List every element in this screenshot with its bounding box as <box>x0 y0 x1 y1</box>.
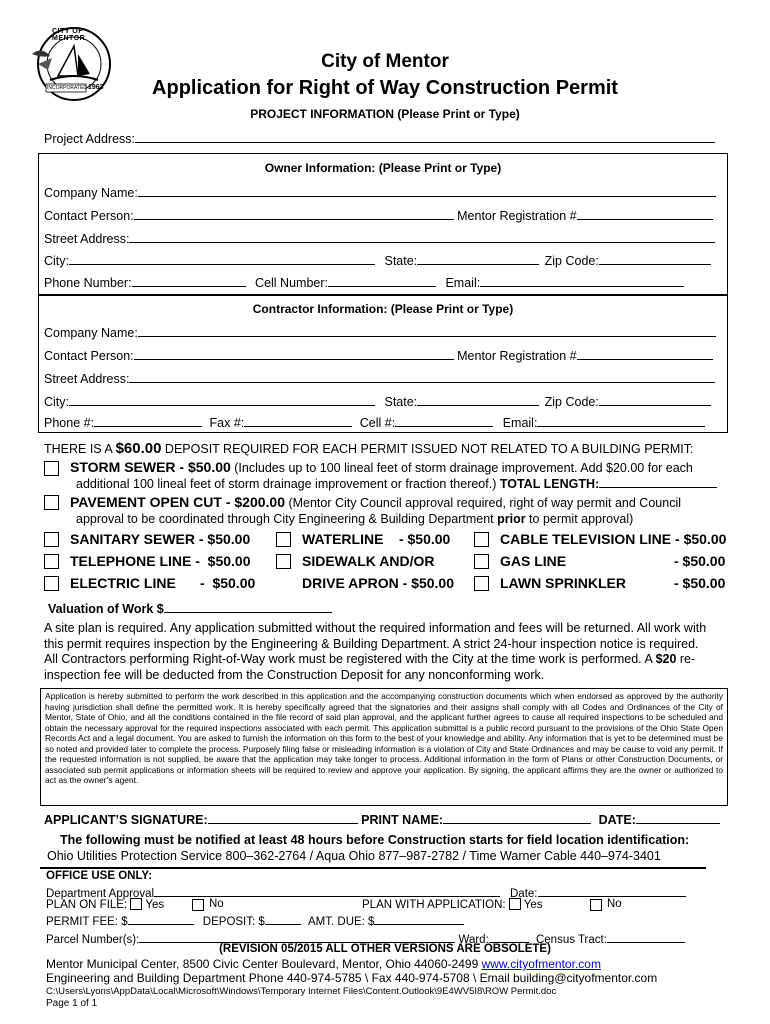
electric-line-checkbox[interactable] <box>44 576 59 591</box>
seal-bottom-text: INCORPORATED <box>47 85 87 91</box>
plan-on-file-row <box>46 898 164 911</box>
electric-line-fee: - $50.00 <box>200 575 256 591</box>
deposit-statement <box>44 440 694 457</box>
parcel-field[interactable] <box>139 930 455 943</box>
pavement-cut-desc-2b: to permit approval) <box>525 512 634 526</box>
contractor-state-label: State: <box>384 395 418 409</box>
owner-city-field[interactable] <box>69 252 375 265</box>
fees-row <box>46 912 464 928</box>
plan-with-app-yes-checkbox[interactable] <box>509 898 521 910</box>
plan-on-file-no-label: No <box>209 898 224 910</box>
deposit-post: DEPOSIT REQUIRED FOR EACH PERMIT ISSUED NOT RELATED TO A BUILDING PERMIT: <box>161 442 694 456</box>
utilities-contacts: Ohio Utilities Protection Service 800–362-2764 / Aqua Ohio 877–987-2782 / Time Warner Cable 440–974-3401 <box>47 849 661 863</box>
seal-top-text: CITY OF MENTOR <box>52 28 86 42</box>
file-path: C:\Users\Lyons\AppData\Local\Microsoft\Windows\Temporary Internet Files\Content.Outlook\9E4WV5I8\ROW Permit.doc <box>46 986 557 997</box>
print-name-field[interactable] <box>443 811 591 824</box>
storm-sewer-desc-2: additional 100 lineal feet of storm drainage improvement or fraction thereof.) <box>76 477 500 491</box>
pavement-cut-title: PAVEMENT OPEN CUT - $200.00 <box>70 494 285 510</box>
owner-company-row <box>44 184 716 200</box>
owner-company-field[interactable] <box>138 184 716 197</box>
contractor-registration-field[interactable] <box>577 347 713 360</box>
site-plan-line-2: this permit requires inspection by the Engineering & Building Department. A strict 24-hour inspection notice is required. <box>44 636 699 651</box>
pavement-cut-text-2 <box>76 512 633 526</box>
print-name-label: PRINT NAME: <box>361 813 444 827</box>
contractor-phone-row <box>44 414 705 430</box>
lawn-sprinkler-label: LAWN SPRINKLER <box>500 575 626 591</box>
office-use-heading: OFFICE USE ONLY: <box>46 870 153 882</box>
storm-sewer-checkbox[interactable] <box>44 461 59 476</box>
contractor-state-field[interactable] <box>417 393 539 406</box>
site-plan-line-3 <box>44 652 706 668</box>
revision-note: (REVISION 05/2015 ALL OTHER VERSIONS ARE OBSOLETE) <box>219 943 551 955</box>
valuation-row <box>48 600 332 616</box>
site-plan-line-3c: re- <box>676 652 696 666</box>
contractor-city-label: City: <box>44 395 69 409</box>
plan-with-app-yes-label: Yes <box>523 899 543 911</box>
contractor-registration-label: Mentor Registration # <box>457 349 577 363</box>
permit-fee-label: PERMIT FEE: $ <box>46 916 128 928</box>
owner-contact-label: Contact Person: <box>44 209 134 223</box>
owner-street-field[interactable] <box>129 230 715 243</box>
owner-zip-label: Zip Code: <box>544 254 599 268</box>
contractor-fax-field[interactable] <box>244 414 352 427</box>
dept-approval-label: Department Approval <box>46 888 155 900</box>
storm-sewer-text-2 <box>76 475 717 491</box>
dept-approval-field[interactable] <box>154 884 500 897</box>
signature-field[interactable] <box>208 811 358 824</box>
owner-registration-label: Mentor Registration # <box>457 209 577 223</box>
owner-street-row <box>44 230 715 246</box>
total-length-field[interactable] <box>599 475 717 488</box>
contractor-zip-label: Zip Code: <box>544 395 599 409</box>
reinspection-fee: $20 <box>655 652 677 666</box>
pavement-cut-text <box>70 494 681 510</box>
divider <box>40 867 706 869</box>
plan-with-app-no-label: No <box>607 898 622 910</box>
office-date-field[interactable] <box>538 884 686 897</box>
plan-on-file-yes-label: Yes <box>145 899 165 911</box>
plan-on-file-no-checkbox[interactable] <box>192 899 204 911</box>
project-heading: PROJECT INFORMATION (Please Print or Type) <box>250 107 520 121</box>
telephone-line-label: TELEPHONE LINE - $50.00 <box>70 553 251 569</box>
sanitary-sewer-checkbox[interactable] <box>44 532 59 547</box>
office-deposit-field[interactable] <box>265 912 301 925</box>
site-plan-notice <box>44 621 706 683</box>
owner-phone-row <box>44 274 684 290</box>
date-label: DATE: <box>598 813 636 827</box>
contractor-company-field[interactable] <box>138 324 716 337</box>
owner-email-label: Email: <box>445 276 481 290</box>
date-field[interactable] <box>636 811 720 824</box>
contractor-section <box>38 295 728 433</box>
owner-zip-field[interactable] <box>599 252 711 265</box>
owner-contact-row <box>44 207 713 223</box>
contractor-heading: Contractor Information: (Please Print or Type) <box>252 302 514 316</box>
storm-sewer-text <box>70 459 693 475</box>
contractor-street-label: Street Address: <box>44 372 130 386</box>
deposit-pre: THERE IS A <box>44 442 116 456</box>
office-date-label: Date: <box>510 888 538 900</box>
plan-on-file-label: PLAN ON FILE: <box>46 899 128 911</box>
cable-tv-checkbox[interactable] <box>474 532 489 547</box>
sanitary-sewer-label: SANITARY SEWER - $50.00 <box>70 531 251 547</box>
contractor-phone-label: Phone #: <box>44 416 95 430</box>
city-name: City of Mentor <box>321 51 449 72</box>
deposit-amount: $60.00 <box>115 440 162 457</box>
page-number: Page 1 of 1 <box>46 998 98 1009</box>
amt-due-field[interactable] <box>374 912 464 925</box>
owner-cell-field[interactable] <box>328 274 436 287</box>
contractor-phone-field[interactable] <box>94 414 202 427</box>
electric-line-label: ELECTRIC LINE <box>70 575 176 591</box>
signature-row <box>44 811 720 827</box>
plan-on-file-yes-checkbox[interactable] <box>130 898 142 910</box>
sidewalk-label: SIDEWALK AND/OR <box>302 553 435 569</box>
signature-label: APPLICANT’S SIGNATURE: <box>44 813 208 827</box>
project-address-field[interactable] <box>135 130 715 143</box>
footer-address: Mentor Municipal Center, 8500 Civic Center Boulevard, Mentor, Ohio 44060-2499 <box>46 957 482 971</box>
contractor-contact-field[interactable] <box>134 347 454 360</box>
ward-label: Ward: <box>458 934 489 946</box>
contractor-fax-label: Fax #: <box>209 416 245 430</box>
owner-phone-field[interactable] <box>132 274 246 287</box>
project-address-row <box>44 130 715 146</box>
waterline-checkbox[interactable] <box>276 532 291 547</box>
lawn-sprinkler-checkbox[interactable] <box>474 576 489 591</box>
footer-address-row <box>46 957 601 971</box>
contractor-contact-row <box>44 347 713 363</box>
owner-state-label: State: <box>384 254 418 268</box>
notify-heading: The following must be notified at least 48 hours before Construction starts for field location identification: <box>60 833 690 847</box>
storm-sewer-title: STORM SEWER - $50.00 <box>70 459 231 475</box>
census-field[interactable] <box>607 930 685 943</box>
contractor-street-row <box>44 370 715 386</box>
ward-field[interactable] <box>489 930 529 943</box>
owner-phone-label: Phone Number: <box>44 276 132 290</box>
owner-company-label: Company Name: <box>44 186 138 200</box>
site-plan-line-4: inspection fee will be deducted from the Construction Deposit for any nonconforming work. <box>44 667 545 682</box>
footer-contact: Engineering and Building Department Phone 440-974-5785 \ Fax 440-974-5708 \ Email building@cityofmentor.com <box>46 971 658 985</box>
owner-email-field[interactable] <box>480 274 684 287</box>
contractor-city-field[interactable] <box>69 393 375 406</box>
owner-registration-field[interactable] <box>577 207 713 220</box>
contractor-cell-label: Cell #: <box>359 416 396 430</box>
parcel-label: Parcel Number(s): <box>46 934 140 946</box>
storm-sewer-desc: (Includes up to 100 lineal feet of storm drainage improvement. Add $20.00 for each <box>230 461 693 475</box>
site-plan-line-3a: All Contractors performing Right-of-Way work must be registered with the City at the time work is performed. A <box>44 652 656 666</box>
site-plan-line-1: A site plan is required. Any application submitted without the required information and fees will be returned. All work with <box>44 621 707 635</box>
plan-with-app-no-checkbox[interactable] <box>590 899 602 911</box>
contractor-street-field[interactable] <box>129 370 715 383</box>
waterline-label: WATERLINE - $50.00 <box>302 531 451 547</box>
owner-street-label: Street Address: <box>44 232 130 246</box>
plan-with-app-label: PLAN WITH APPLICATION: <box>362 899 506 911</box>
sidewalk-checkbox[interactable] <box>276 554 291 569</box>
plan-with-app-row <box>362 898 543 911</box>
pavement-cut-checkbox[interactable] <box>44 495 59 510</box>
gas-line-checkbox[interactable] <box>474 554 489 569</box>
legal-statement-box <box>40 688 728 806</box>
owner-contact-field[interactable] <box>134 207 454 220</box>
permit-fee-field[interactable] <box>128 912 194 925</box>
website-link[interactable]: www.cityofmentor.com <box>481 957 601 971</box>
owner-city-label: City: <box>44 254 69 268</box>
owner-cell-label: Cell Number: <box>255 276 328 290</box>
contractor-cell-field[interactable] <box>395 414 493 427</box>
census-label: Census Tract: <box>535 934 607 946</box>
owner-heading: Owner Information: (Please Print or Type) <box>264 161 502 175</box>
contractor-city-row <box>44 393 711 409</box>
valuation-field[interactable] <box>164 600 332 613</box>
project-address-label: Project Address: <box>44 132 136 146</box>
contractor-company-row <box>44 324 716 340</box>
telephone-line-checkbox[interactable] <box>44 554 59 569</box>
lawn-sprinkler-fee: - $50.00 <box>674 575 726 591</box>
contractor-email-label: Email: <box>502 416 538 430</box>
amt-due-label: AMT. DUE: $ <box>308 916 375 928</box>
contractor-email-field[interactable] <box>537 414 705 427</box>
pavement-cut-prior: prior <box>497 512 526 526</box>
owner-city-row <box>44 252 711 268</box>
drive-apron-label: DRIVE APRON - $50.00 <box>302 575 454 591</box>
contractor-contact-label: Contact Person: <box>44 349 134 363</box>
gas-line-fee: - $50.00 <box>674 553 726 569</box>
legal-statement: Application is hereby submitted to perform the work described in this application and the accompanying construction documents which when endorsed as approved by the authority having jurisdiction shall define the permitted work. It is hereby specifically agreed that the signatories and their assigns shall comply with all Codes and Ordinances of the City of Mentor, State of Ohio, and all the conditions contained in the file record of said plan approval, and the applicant further agrees to cause all required inspections to be scheduled and obtain the necessary approval for the required inspections associated with each permit. This application submittal is a public record pursuant to the provisions of the Ohio State Open Records Act and a legal document. You are asked to furnish the information on this form to the best of your knowledge and ability. Any information that is yet to be determined must be so noted and provided later to complete the process. Purposely filing false or misleading information is a violation of City and State Ordinances and may be cause to void any permit. If the requested information is not supplied, be aware that the application may take longer to process. Additional information in the form of Plans or other Construction Documents, or associated sub permit applications or information sheets will be required to review and approve your application. By signing, the applicant affirms they are the owner or authorized to act as the owner’s agent. <box>45 691 723 785</box>
cable-tv-label: CABLE TELEVISION LINE - $50.00 <box>500 531 727 547</box>
page-title: Application for Right of Way Construction Permit <box>152 77 618 99</box>
gas-line-label: GAS LINE <box>500 553 567 569</box>
total-length-label: TOTAL LENGTH: <box>499 477 600 491</box>
seal-year: 1963 <box>88 84 104 91</box>
contractor-company-label: Company Name: <box>44 326 138 340</box>
contractor-zip-field[interactable] <box>599 393 711 406</box>
valuation-label: Valuation of Work $ <box>48 602 164 616</box>
pavement-cut-desc-2a: approval to be coordinated through City Engineering & Building Department <box>76 512 498 526</box>
pavement-cut-desc: (Mentor City Council approval required, right of way permit and Council <box>284 496 681 510</box>
owner-state-field[interactable] <box>417 252 539 265</box>
office-deposit-label: DEPOSIT: $ <box>202 916 265 928</box>
